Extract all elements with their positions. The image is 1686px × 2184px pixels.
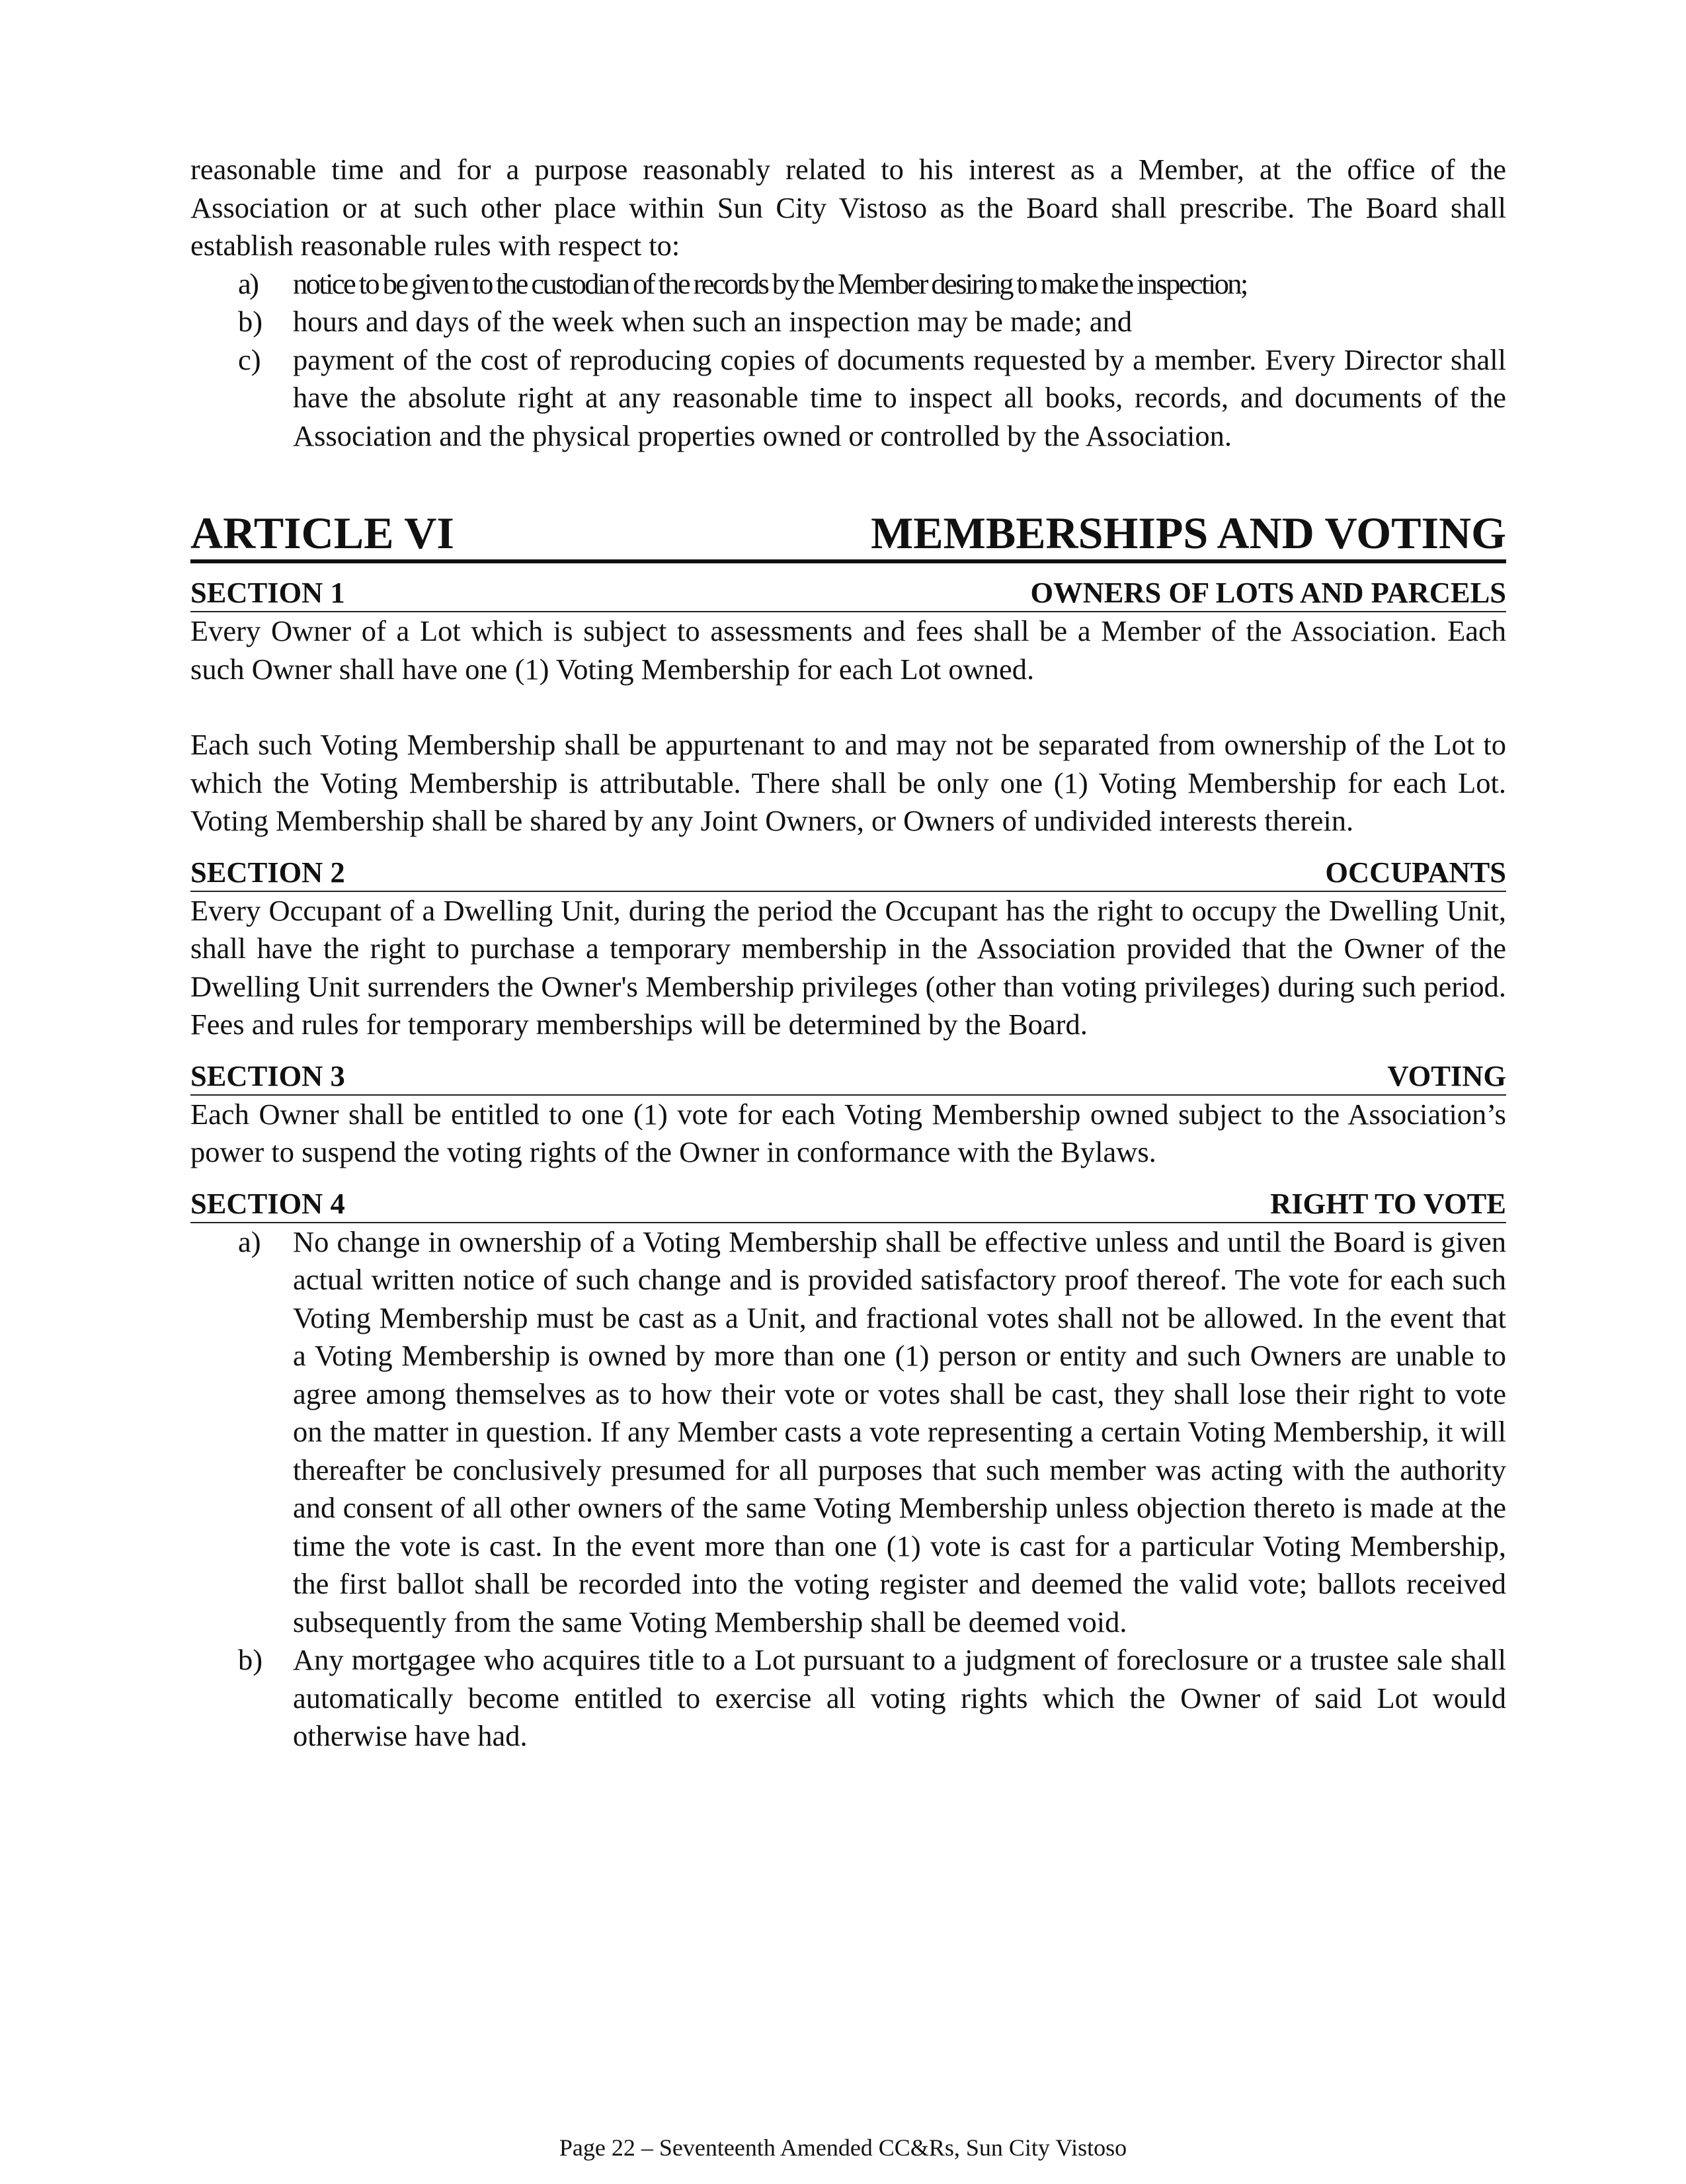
section-heading [190, 574, 1506, 612]
document-page [190, 151, 1506, 1756]
right-to-vote-list [190, 1223, 1506, 1756]
inspection-rules-list [190, 265, 1506, 456]
section-title: RIGHT TO VOTE [1270, 1186, 1506, 1220]
article-number: ARTICLE VI [190, 508, 454, 558]
section-paragraph: Each such Voting Membership shall be appurtenant to and may not be separated from ownership of the Lot to which the Voting Membership is attributable. There shall be only one (1) Voting Membership for each Lot. Voting Membership shall be shared by any Joint Owners, or Owners of undivided interests therein. [190, 728, 1506, 837]
section-paragraph: Each Owner shall be entitled to one (1) vote for each Voting Membership owned subject to the Association’s power to suspend the voting rights of the Owner in conformance with the Bylaws. [190, 1097, 1506, 1168]
section-heading [190, 854, 1506, 892]
list-item: a) notice to be given to the custodian of the records by the Member desiring to make the inspection; [238, 266, 1247, 300]
intro-paragraph: reasonable time and for a purpose reasonably related to his interest as a Member, at the office of the Association or at such other place within Sun City Vistoso as the Board shall prescribe. The Board shall establish reasonable rules with respect to: [190, 153, 1506, 262]
section-heading [190, 1185, 1506, 1223]
page-footer: Page 22 – Seventeenth Amended CC&Rs, Sun City Vistoso [559, 2134, 1127, 2161]
section-number: SECTION 1 [190, 576, 345, 609]
list-item: b) Any mortgagee who acquires title to a Lot pursuant to a judgment of foreclosure or a trustee sale shall automatically become entitled to exercise all voting rights which the Owner of said Lot would otherwise have had. [238, 1643, 1506, 1752]
section-paragraph: Every Occupant of a Dwelling Unit, during the period the Occupant has the right to occupy the Dwelling Unit, shall have the right to purchase a temporary membership in the Association provided that the Owner of the Dwelling Unit surrenders the Owner's Membership privileges (other than voting privileges) during such period. Fees and rules for temporary memberships will be determined by the Board. [190, 893, 1506, 1041]
section-title: OWNERS OF LOTS AND PARCELS [1030, 576, 1506, 609]
list-item: a) No change in ownership of a Voting Membership shall be effective unless and until the Board is given actual written notice of such change and is provided satisfactory proof thereof. The vote for each such Voting Membership must be cast as a Unit, and fractional votes shall not be allowed. In the event that a Voting Membership is owned by more than one (1) person or entity and such Owners are unable to agree among themselves as to how their vote or votes shall be cast, they shall lose their right to vote on the matter in question. If any Member casts a vote representing a certain Voting Membership, it will thereafter be conclusively presumed for all purposes that such member was acting with the authority and consent of all other owners of the same Voting Membership unless objection thereto is made at the time the vote is cast. In the event more than one (1) vote is cast for a particular Voting Membership, the first ballot shall be recorded into the voting register and deemed the valid vote; ballots received subsequently from the same Voting Membership shall be deemed void. [238, 1225, 1506, 1638]
section-number: SECTION 3 [190, 1059, 345, 1092]
section-heading [190, 1057, 1506, 1096]
section-title: OCCUPANTS [1325, 855, 1506, 889]
section-number: SECTION 2 [190, 855, 345, 889]
list-item: c) payment of the cost of reproducing copies of documents requested by a member. Every Director shall have the absolute right at any reasonable time to inspect all books, records, and documents of the Association and the physical properties owned or controlled by the Association. [238, 343, 1506, 452]
article-title: MEMBERSHIPS AND VOTING [871, 508, 1506, 558]
section-paragraph: Every Owner of a Lot which is subject to assessments and fees shall be a Member of the Association. Each such Owner shall have one (1) Voting Membership for each Lot owned. [190, 614, 1506, 686]
list-item: b) hours and days of the week when such an inspection may be made; and [238, 305, 1133, 338]
section-number: SECTION 4 [190, 1186, 345, 1220]
article-heading [190, 508, 1506, 563]
section-title: VOTING [1387, 1059, 1506, 1092]
